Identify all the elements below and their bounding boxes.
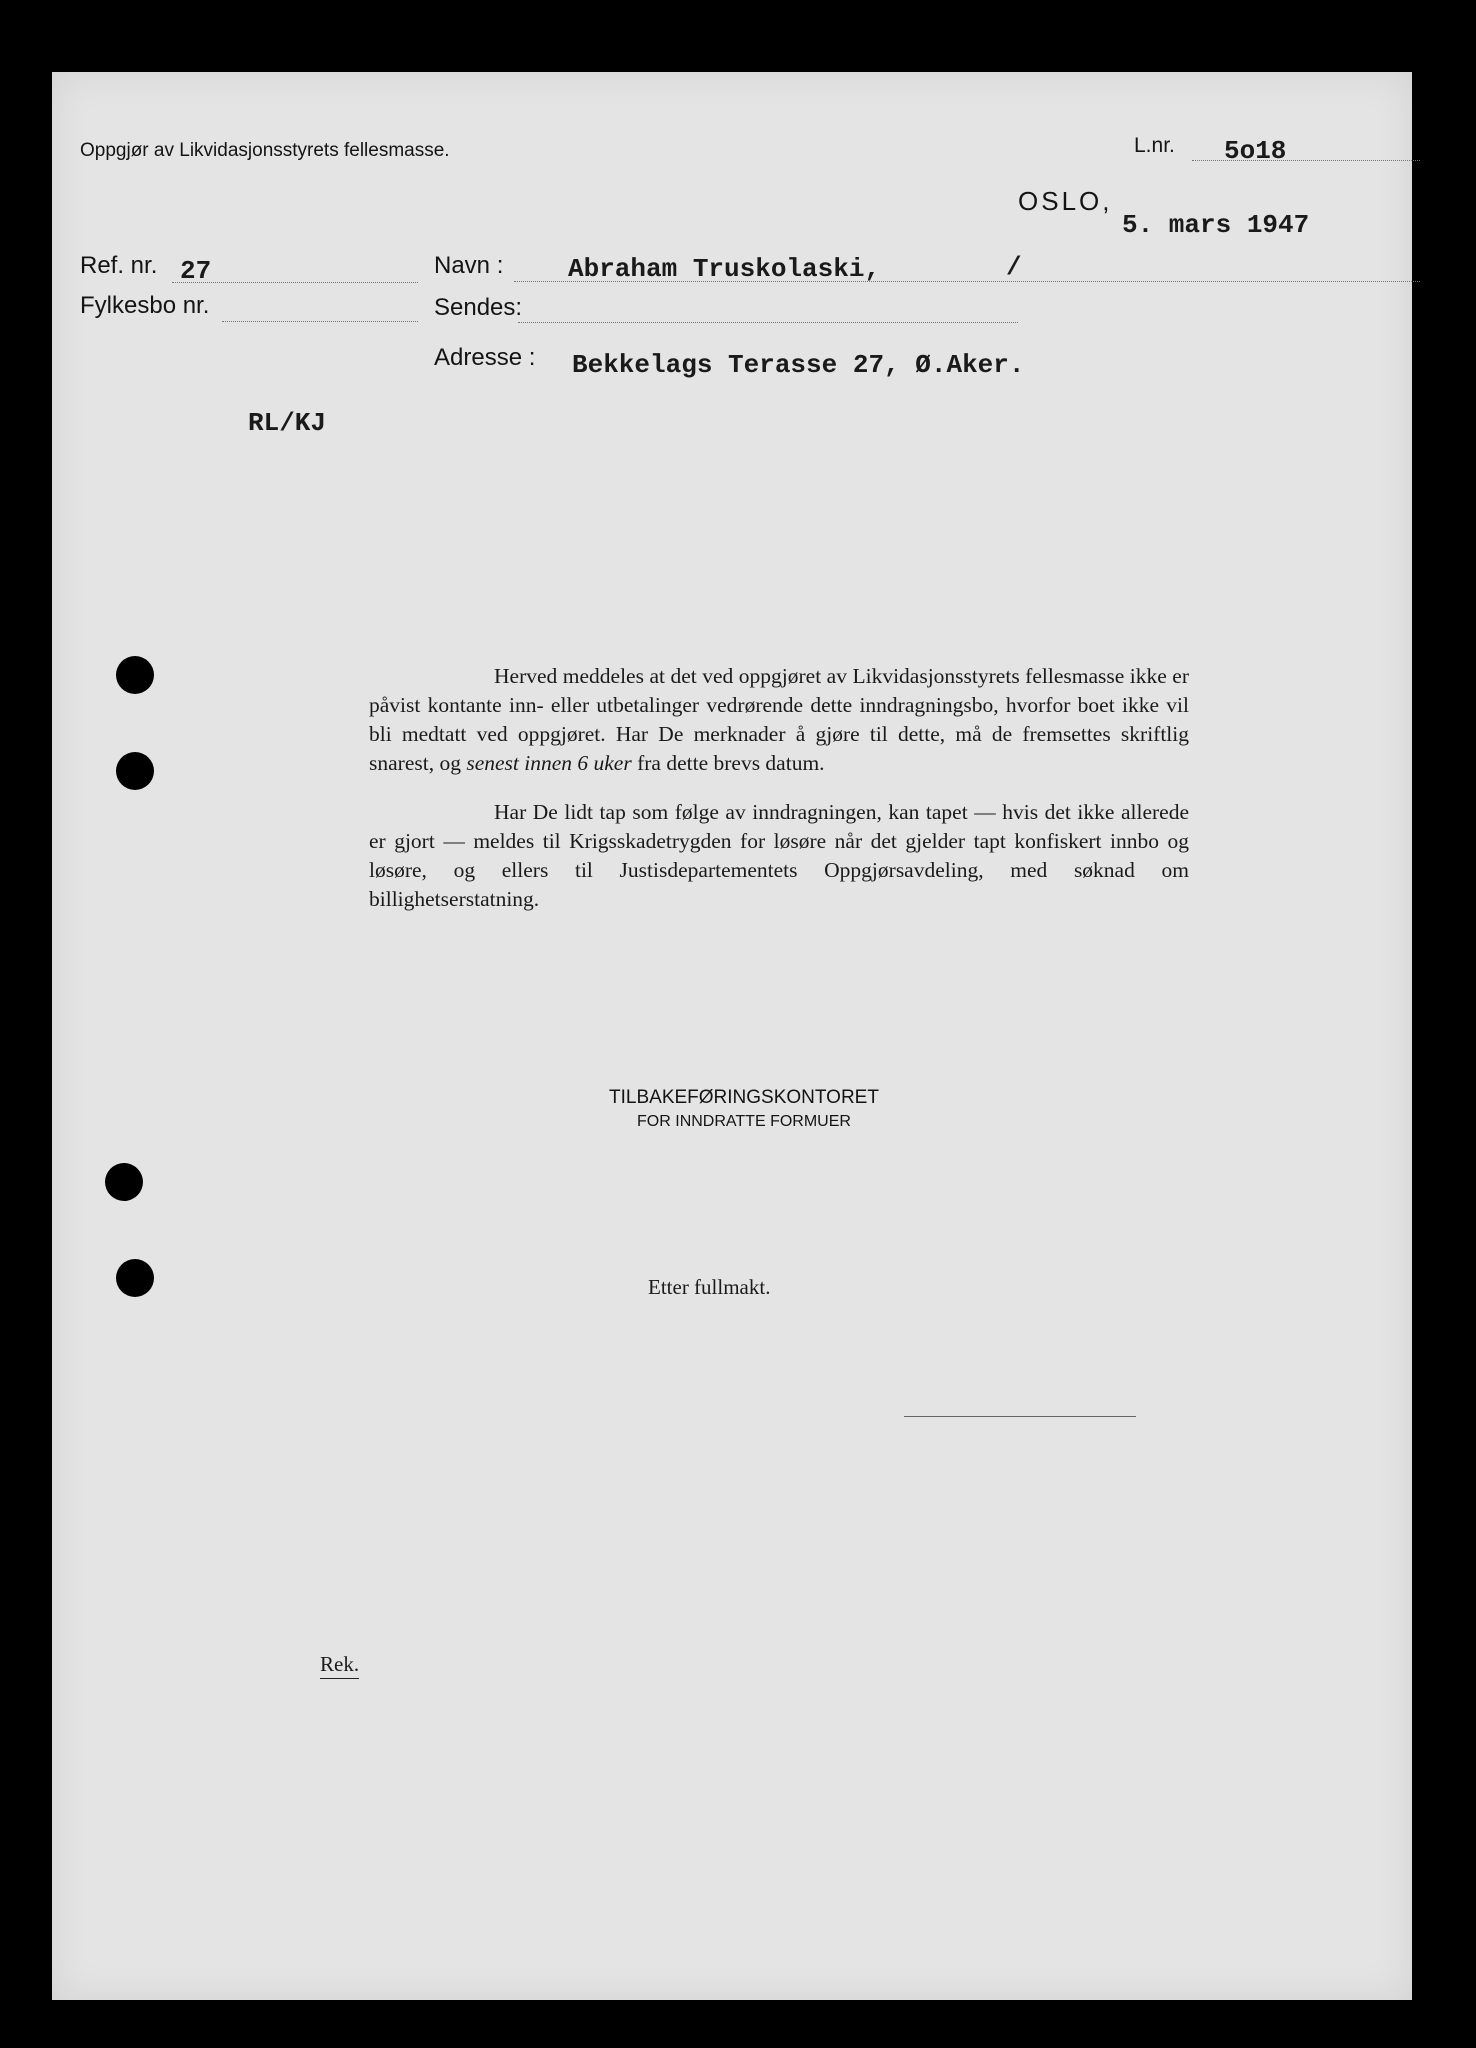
sendes-dotted-line [518, 322, 1018, 323]
adresse-value: Bekkelags Terasse 27, Ø.Aker. [572, 350, 1025, 380]
punch-hole [116, 1259, 154, 1297]
navn-mark: / [1006, 252, 1022, 282]
footer-rek: Rek. [320, 1652, 359, 1679]
punch-hole [116, 656, 154, 694]
signature-line [904, 1416, 1136, 1417]
paragraph-1-emphasis: senest innen 6 uker [466, 751, 632, 775]
document-title: Oppgjør av Likvidasjonsstyrets fellesmasse. [80, 140, 450, 161]
ref-label: Ref. nr. [80, 252, 158, 279]
punch-hole [116, 752, 154, 790]
initials: RL/KJ [248, 408, 327, 438]
letter-date: 5. mars 1947 [1122, 210, 1310, 240]
punch-hole [105, 1163, 143, 1201]
fylkesbo-label: Fylkesbo nr. [80, 292, 210, 319]
ref-value: 27 [180, 256, 212, 286]
paragraph-1-end: fra dette brevs datum. [637, 751, 825, 775]
office-name: TILBAKEFØRINGSKONTORET [609, 1087, 879, 1108]
navn-label: Navn : [434, 252, 504, 279]
office-subtitle: FOR INNDRATTE FORMUER [637, 1113, 851, 1130]
paragraph-1 [369, 662, 1189, 778]
letter-body [369, 662, 1189, 934]
sendes-label: Sendes: [434, 294, 523, 321]
adresse-label: Adresse : [434, 344, 536, 371]
city-label: OSLO, [1018, 186, 1113, 216]
paragraph-1-text: Herved meddeles at det ved oppgjøret av Likvidasjonsstyrets fellesmasse ikke er påvist kontante inn- eller utbetalinger vedrørende dette inndragningsbo, hvorfor boet ikke vil bli medtatt ved oppgjøret. Har De merknader å gjøre til dette, må de fremsettes skriftlig snarest, og [369, 664, 1189, 775]
paragraph-2: Har De lidt tap som følge av inndragningen, kan tapet — hvis det ikke allerede er gjort — meldes til Krigsskadetrygden for løsøre når det gjelder tapt konfiskert innbo og løsøre, og ellers til Justisdepartementets Oppgjørsavdeling, med søknad om billighetserstatning. [369, 800, 1189, 911]
document-page [52, 72, 1412, 2000]
lnr-label: L.nr. [1134, 134, 1175, 157]
ref-dotted-line [172, 282, 418, 283]
lnr-value: 5o18 [1224, 136, 1287, 166]
fylkesbo-dotted-line [222, 321, 418, 322]
navn-dotted-line [514, 281, 1420, 282]
signoff: Etter fullmakt. [648, 1275, 771, 1299]
navn-value: Abraham Truskolaski, [568, 254, 881, 284]
